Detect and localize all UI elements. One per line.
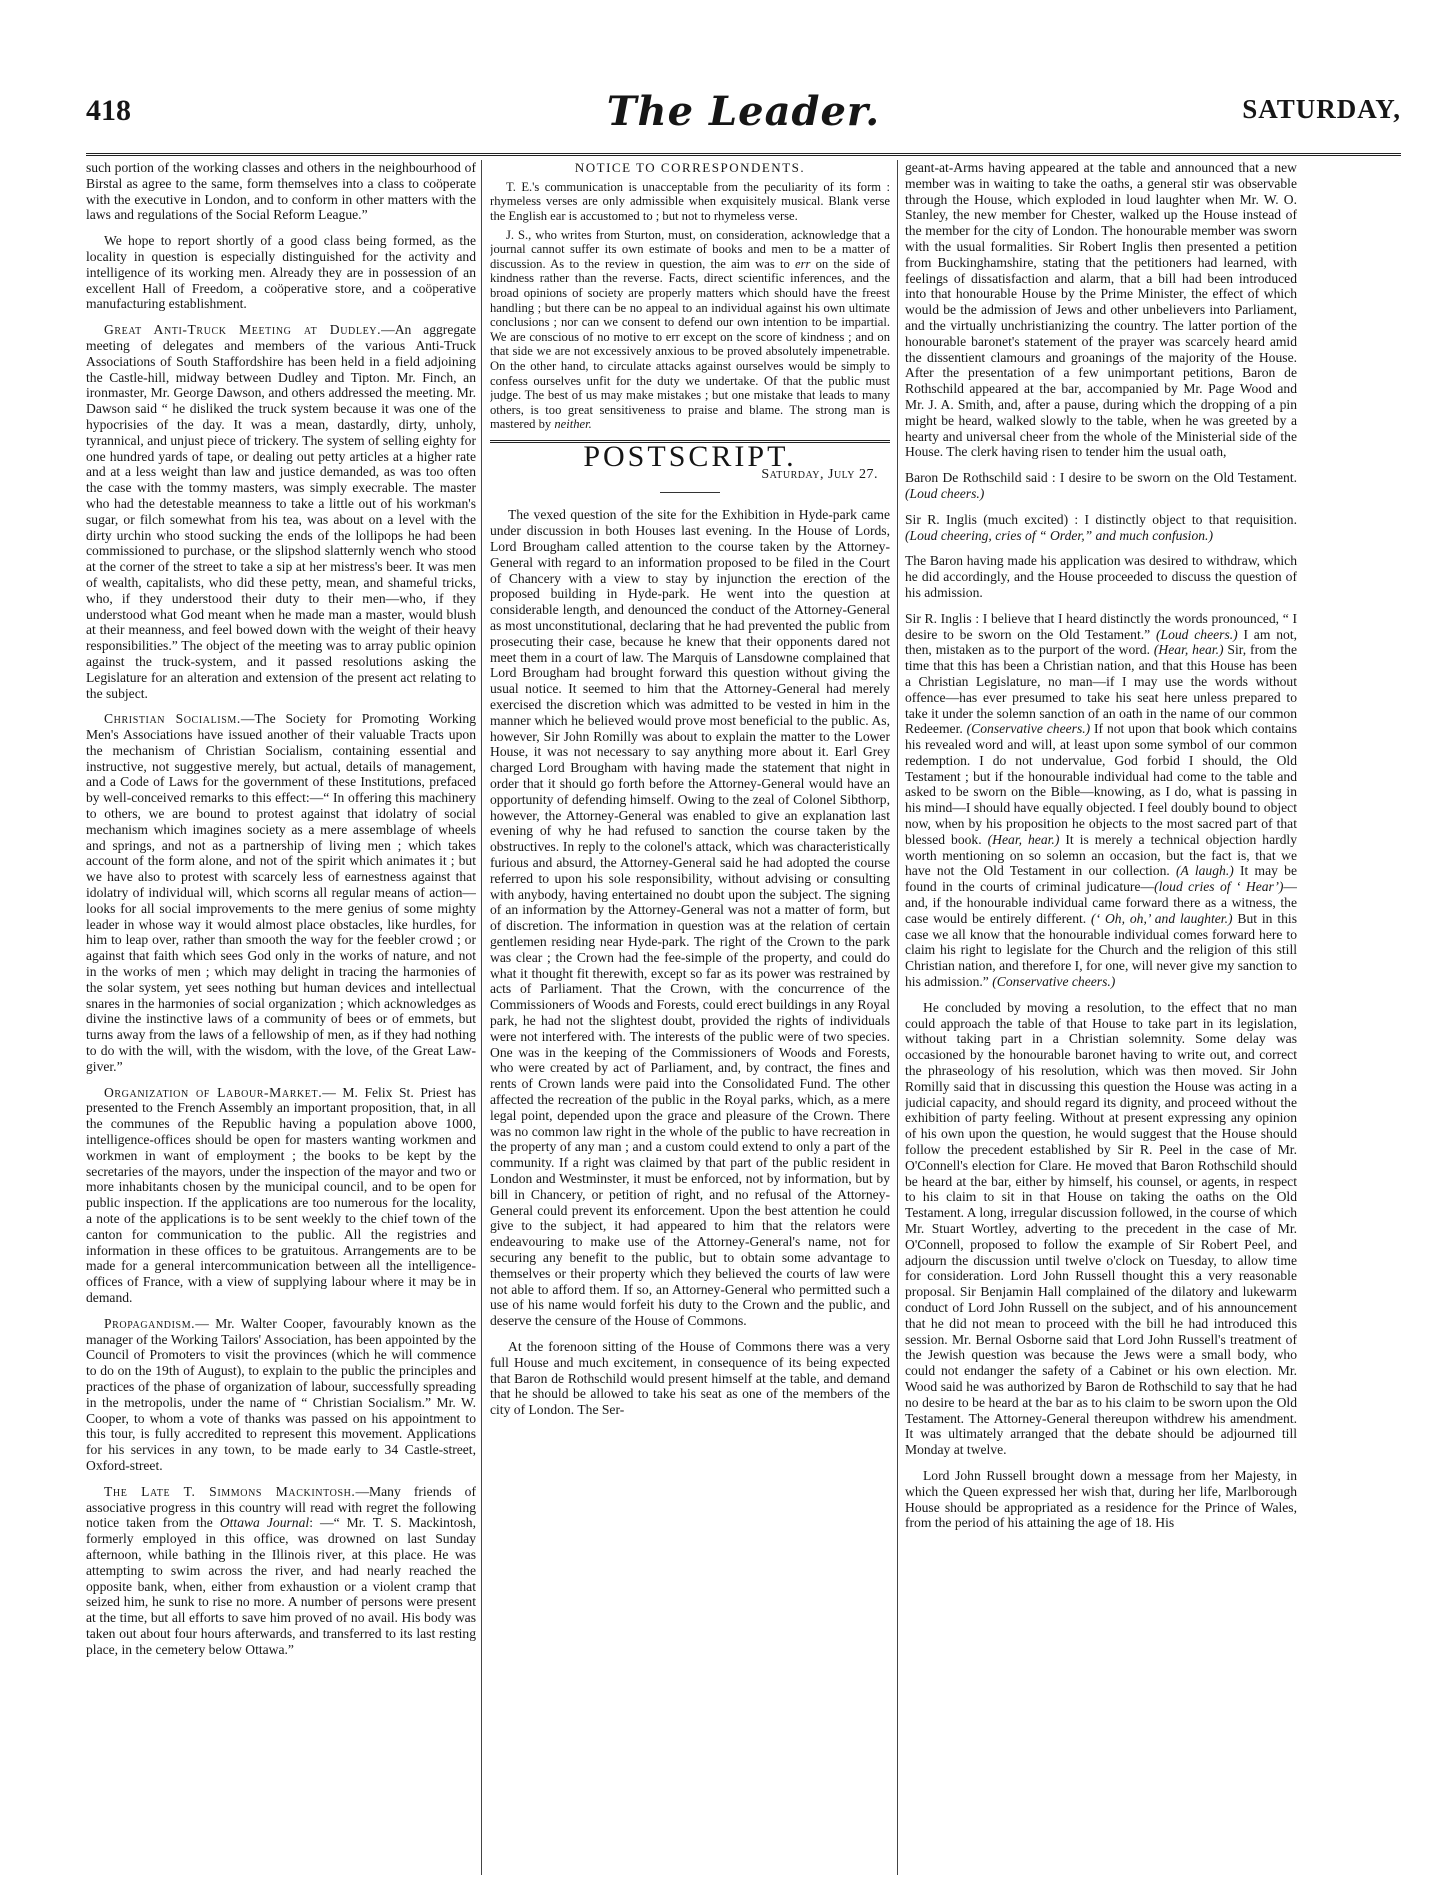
- speech-paragraph: The Baron having made his application was desired to withdraw, which he did accordingly, and the House proceeded to discuss the question of his admission.: [905, 553, 1297, 600]
- article-paragraph: At the forenoon sitting of the House of Commons there was a very full House and much excitement, in consequence of its being expected that Baron de Rothschild would present himself at the table, and demand that he should be allowed to take his seat as one of the members of the city of London. The Ser-: [490, 1338, 890, 1418]
- item-heading: The Late T. Simmons Mackintosh.: [104, 1483, 356, 1499]
- postscript-date: Saturday, July 27.: [761, 466, 878, 482]
- column-left: [86, 160, 476, 1875]
- short-rule: [660, 492, 720, 493]
- notice-to-correspondents: [490, 180, 890, 432]
- article-paragraph: Lord John Russell brought down a message from her Majesty, in which the Queen expressed her wish that, during her life, Marlborough House should be appropriated as a residence for the Prince of Wales, from the period of his attaining the age of 18. His: [905, 1467, 1297, 1531]
- issue-day: SATURDAY,: [1242, 94, 1401, 124]
- item-heading: Propagandism.: [104, 1315, 196, 1331]
- item-heading: Organization of Labour-Market.: [104, 1084, 323, 1100]
- article-paragraph: Organization of Labour-Market.— M. Felix St. Priest has presented to the French Assembly an important proposition, that, in all the communes of the Republic having a population above 1000, intelligence-offices should be open for masters wanting workmen and workmen in want of employment ; the books to be kept by the secretaries of the mayors, under the inspection of the mayor and two or more inhabitants chosen by the municipal council, and to be open for public inspection. If the applications are too numerous for the locality, a note of the applications is to be sent weekly to the chief town of the canton for communication to the public. All the registries and information in these offices to be gratuitous. Arrangements are to be made for a general intercommunication between all the intelligence-offices of France, with a view of supplying labour where it may be in demand.: [86, 1084, 476, 1305]
- postscript-title: POSTSCRIPT.: [583, 439, 797, 473]
- article-paragraph: We hope to report shortly of a good class being formed, as the locality in question is especially distinguished for the activity and intelligence of its working men. Already they are in possession of an excellent Hall of Freedom, a coöperative store, and a coöperative manufacturing establishment.: [86, 233, 476, 312]
- page-number: 418: [86, 94, 131, 127]
- paper-title: The Leader.: [606, 88, 881, 135]
- article-paragraph: Propagandism.— Mr. Walter Cooper, favourably known as the manager of the Working Tailors' Association, has been appointed by the Council of Promoters to visit the provinces (which he will commence to do on the 19th of August), to explain to the public the principles and practices of the phase of organization of labour, successfully spreading in the metropolis, under the name of “ Christian Socialism.” Mr. W. Cooper, to whom a vote of thanks was passed on his appointment to this tour, is fully accredited to represent this movement. Applications for his services in any town, to be made early to 34 Castle-street, Oxford-street.: [86, 1315, 476, 1473]
- article-paragraph: The vexed question of the site for the Exhibition in Hyde-park came under discussion in both Houses last evening. In the House of Lords, Lord Brougham called attention to the course taken by the Attorney-General with regard to an information proposed to be filed in the Court of Chancery with a view to stay by injunction the erection of the proposed building in Hyde-park. He went into the question at considerable length, and denounced the conduct of the Attorney-General as most unconstitutional, declaring that he had prevented the public from prosecuting their case, because he knew that their opponents dared not meet them in a court of law. The Marquis of Lansdowne complained that Lord Brougham had brought forward this question without giving the usual notice. It seemed to him that the Attorney-General had merely exercised the discretion which was admitted to be vested in him in the manner which he believed would prove most beneficial to the public. As, however, Sir John Romilly was about to explain the matter to the Lower House, it was not necessary to say anything more about it. Earl Grey charged Lord Brougham with having made the statement that night in order that it should go forth before the Attorney-General would have an opportunity of defending himself. Owing to the zeal of Colonel Sibthorp, however, the Attorney-General was enabled to give an explanation last evening of why he had refused to sanction the course taken by the obstructives. In reply to the colonel's attack, which was characteristically furious and absurd, the Attorney-General said he had adopted the course referred to upon his sole responsibility, without advising or consulting with anybody, having entertained no doubt upon the subject. The signing of an information by the Attorney-General was not a matter of form, but of discretion. The information in question was at the relation of certain gentlemen residing near Hyde-park. The right of the Crown to the park was clear ; the Crown had the fee-simple of the property, and could do what it thought fit therewith, except so far as its power was restrained by acts of Parliament. That the Crown, with the concurrence of the Commissioners of Woods and Forests, could erect buildings in any Royal park, he had not the slightest doubt, provided the rights of individuals were not interfered with. The interests of the public were of two species. One was in the keeping of the Commissioners of Woods and Forests, who were created by act of Parliament, and, by contract, the fines and rents of Crown lands were paid into the Consolidated Fund. The other affected the recreation of the public in the Royal parks, which, as a mere legal point, depended upon the grace and pleasure of the Crown. There was no common law right in the whole of the public to have recreation in the property of any man ; and a custom could extend to only a part of the community. If a right was claimed by that part of the public resident in London and Westminster, it must be enforced, not by information, but by bill in Chancery, or petition of right, and no refusal of the Attorney-General could prevent its enforcement. Upon the best attention he could give to the subject, it had appeared to him that the relators were endeavouring to make use of the Attorney-General's name, not for securing any benefit to the public, but to obtain some advantage to themselves or their property which they believed the courts of law were not able to afford them. If so, an Attorney-General who permitted such a use of his name would forfeit his duty to the Crown and the public, and deserve the censure of the House of Commons.: [490, 507, 890, 1329]
- notice-item: J. S., who writes from Sturton, must, on consideration, acknowledge that a journal cannot suffer its own estimate of books and men to be a matter of discussion. As to the review in question, the aim was to err on the side of kindness rather than the reverse. Facts, direct scientific inferences, and the broad opinions of society are properly matters which should have the freest handling ; but there can be no appeal to an individual against his own ultimate conclusions ; nor can we consent to defend our own intention to be impartial. We are conscious of no motive to err except on the score of kindness ; and on that side we are not excessively anxious to be proved absolutely impenetrable. On the other hand, to circulate attacks against ourselves would be simply to confess ourselves unfit for the duty we undertake. Of that the public must judge. The best of us may make mistakes ; but one mistake that leads to many others, is too great sensitiveness to praise and blame. The strong man is mastered by neither.: [490, 227, 890, 432]
- column-divider: [897, 160, 898, 1875]
- masthead: [86, 88, 1401, 150]
- speech-paragraph: Sir R. Inglis : I believe that I heard distinctly the words pronounced, “ I desire to be sworn on the Old Testament.” (Loud cheers.) I am not, then, mistaken as to the purport of the word. (Hear, hear.) Sir, from the time that this has been a Christian nation, and that this House has been a Christian Legislature, no man—if I may use the words without offence—has ever presumed to take his seat here unless prepared to take it under the solemn sanction of an oath in the name of our common Redeemer. (Conservative cheers.) If not upon that book which contains his revealed word and will, at least upon some symbol of our common redemption. I do not undervalue, God forbid I should, the Old Testament ; but if the honourable individual had come to the table and asked to be sworn on the Bible—knowing, as I do, what is passing in his mind—I should have equally objected. I feel doubly bound to object now, when by his proposition he objects to the most sacred part of that blessed book. (Hear, hear.) It is merely a technical objection hardly worth mentioning on so solemn an occasion, but the fact is, that we have not the Old Testament in our collection. (A laugh.) It may be found in the courts of criminal judicature—(loud cries of ‘ Hear’)—and, if the honourable individual came forward there as a witness, the case would be entirely different. (‘ Oh, oh,’ and laughter.) But in this case we all know that the honourable individual comes forward here to claim his right to legislate for the Church and the religion of this still Christian nation, and therefore I, for one, will never give my sanction to his admission.” (Conservative cheers.): [905, 610, 1297, 990]
- article-paragraph: geant-at-Arms having appeared at the table and announced that a new member was in waiting to take the oaths, a general stir was observable through the House, which exploded in loud laughter when Mr. W. O. Stanley, the new member for Chester, walked up the House instead of the member for the city of London. The honourable member was sworn with the usual formalities. Sir Robert Inglis then presented a petition from Buckinghamshire, stating that the petitioners had learned, with feelings of dissatisfaction and alarm, that a bill had been introduced into that honourable House by the Prime Minister, the effect of which would be the admission of Jews and other unbelievers into Parliament, and the virtually unchristianizing the country. The latter portion of the honourable baronet's statement of the prayer was scarcely heard amid the dissentient clamours and groanings of the majority of the House. After the presentation of a few unimportant petitions, Baron de Rothschild appeared at the bar, accompanied by Mr. Page Wood and Mr. J. A. Smith, and, after a pause, during which the dropping of a pin might be heard, walked slowly to the table, when he was greeted by a hearty and universal cheer from the whole of the Ministerial side of the House. The clerk having risen to tender him the usual oath,: [905, 160, 1297, 460]
- notice-heading: NOTICE TO CORRESPONDENTS.: [574, 160, 806, 175]
- article-paragraph: He concluded by moving a resolution, to the effect that no man could approach the table of that House to take part in its legislation, without taking part in a Christian solemnity. Some delay was occasioned by the honourable baronet having to write out, and correct the phraseology of his resolution, which was then moved. Sir John Romilly said that in discussing this question the House was acting in a judicial capacity, and should regard its dignity, and proceed without the exhibition of party feeling. Without at present expressing any opinion of his own upon the question, he would suggest that the House should follow the precedent established by Sir R. Peel in the case of Mr. O'Connell's election for Clare. He moved that Baron Rothschild should be heard at the bar, either by himself, his counsel, or agents, in respect to his claim to sit in that House on taking the oaths on the Old Testament. A long, irregular discussion followed, in the course of which Mr. Stuart Wortley, adverting to the precedent in the case of Mr. O'Connell, proposed to follow the example of Sir Robert Peel, and adjourn the discussion until twelve o'clock on Tuesday, to allow time for consideration. Lord John Russell thought this a very reasonable proposal. Sir Benjamin Hall complained of the dilatory and lukewarm conduct of Lord John Russell on the subject, and of his announcement that he did not mean to proceed with the bill he had introduced this session. Mr. Bernal Osborne said that Lord John Russell's treatment of the Jewish question was because the Jews were a small body, who could not endanger the safety of a Cabinet or his own election. Mr. Wood said he was authorized by Baron de Rothschild to say that he had no desire to be heard at the bar as to his claim to be sworn upon the Old Testament. The Attorney-General thereupon withdrew his amendment. It was ultimately arranged that the debate should be adjourned till Monday at twelve.: [905, 999, 1297, 1458]
- column-divider: [481, 160, 482, 1875]
- article-paragraph: such portion of the working classes and others in the neighbourhood of Birstal as agree to the same, form themselves into a class to coöperate with the executive in London, and to conform in other matters with the laws and regulations of the Social Reform League.”: [86, 160, 476, 223]
- article-paragraph: Christian Socialism.—The Society for Promoting Working Men's Associations have issued another of their valuable Tracts upon the mechanism of Christian Socialism, containing essential and instructive, not suggestive merely, but actual, details of management, and a Code of Laws for the government of these Institutions, prefaced by well-conceived remarks to this effect:—“ In offering this machinery to others, we are bound to protest against that idolatry of social mechanism which imagines society as a mere assemblage of wheels and springs, and not as a partnership of living men ; which takes account of the form alone, and not of the spirit which animates it ; but we have also to protest with scarcely less of earnestness against that idolatry of individual will, which scorns all regular means of action—looks for all social improvements to the mere genius of some mighty leader in whose way it would almost place obstacles, like hurdles, for him to leap over, rather than smooth the way for the feebler crowd ; or against that faith which sees God only in the works of nature, and not in the works of men ; which may delight in tracing the harmonies of the solar system, yet sees nothing but human devices and intellectual snares in the harmonies of social organization ; which acknowledges as divine the instinctive laws of a community of bees or of emmets, but turns away from the laws of a fellowship of men, as if they had nothing to do with the will, with the wisdom, with the love, of the Great Law-giver.”: [86, 711, 476, 1074]
- source-title: Ottawa Journal: [219, 1515, 310, 1531]
- speech-paragraph: Sir R. Inglis (much excited) : I distinctly object to that requisition. (Loud cheering, cries of “ Order,” and much confusion.): [905, 511, 1297, 543]
- article-paragraph: Great Anti-Truck Meeting at Dudley.—An aggregate meeting of delegates and members of the various Anti-Truck Associations of South Staffordshire has been held in a field adjoining the Castle-hill, midway between Dudley and Tipton. Mr. Finch, an ironmaster, Mr. George Dawson, and others addressed the meeting. Mr. Dawson said “ he disliked the truck system because it was one of the hypocrisies of the day. It was a mean, dastardly, dirty, unholy, tyrannical, and unjust piece of trickery. The system of selling eighty for one hundred yards of tape, or dealing out petty articles at a higher rate and at a less weight than law and justice demanded, as was too often the case with the tommy masters, was simply execrable. The master who had the detestable meanness to take a little out of his workman's sugar, or filch somewhat from his tea, was about on a level with the dirty urchin who stood sucking the ends of the lollipops he had been commissioned to purchase, or the slipshod slatternly wench who stood at the corner of the street to take a sip at her mistress's beer. It was men of wealth, capitalists, who did these petty, mean, and shameful tricks, who, if they understood their duty to their men—who, if they understood what God meant when he made man a master, would blush at their meanness, and feel bowed down with the weight of their heavy responsibilities.” The object of the meeting was to array public opinion against the truck-system, and it passed resolutions asking the Legislature for an alteration and extension of the present act relating to the subject.: [86, 322, 476, 701]
- article-paragraph: The Late T. Simmons Mackintosh.—Many friends of associative progress in this country will read with regret the following notice taken from the Ottawa Journal: —“ Mr. T. S. Mackintosh, formerly employed in this office, was drowned on last Sunday afternoon, while bathing in the Illinois river, at this place. He was attempting to swim across the river, and had nearly reached the opposite bank, when, either from exhaustion or a violent cramp that seized him, he sunk to rise no more. A number of persons were present at the time, but all efforts to save him proved of no avail. His body was taken out about four hours afterwards, and transferred to its last resting place, in the cemetery below Ottawa.”: [86, 1483, 476, 1657]
- notice-item: T. E.'s communication is unacceptable from the peculiarity of its form : rhymeless verses are only admissible when exquisitely musical. Blank verse the English ear is accustomed to ; but not to rhymeless verse.: [490, 179, 890, 223]
- item-heading: Christian Socialism.: [104, 711, 241, 727]
- item-heading: Great Anti-Truck Meeting at Dudley.: [104, 322, 382, 338]
- speech-paragraph: Baron De Rothschild said : I desire to be sworn on the Old Testament. (Loud cheers.): [905, 470, 1297, 501]
- column-middle: [490, 160, 890, 1875]
- masthead-rule: [86, 153, 1401, 156]
- column-right: [905, 160, 1297, 1875]
